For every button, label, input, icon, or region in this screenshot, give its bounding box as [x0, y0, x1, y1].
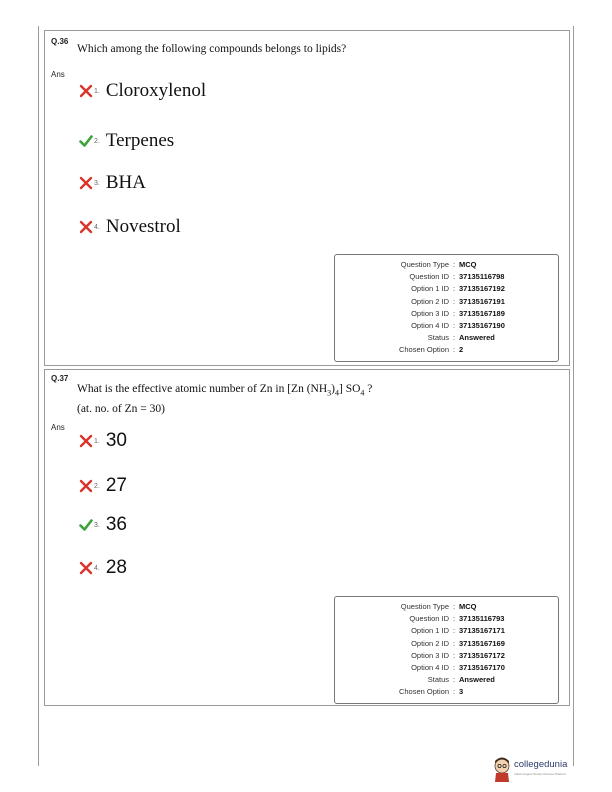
meta-colon: : — [452, 626, 456, 636]
meta-key: Option 2 ID — [411, 638, 449, 648]
meta-row — [341, 320, 552, 332]
meta-colon: : — [452, 284, 456, 294]
meta-row — [341, 625, 552, 637]
option-number: 2. — [94, 137, 100, 145]
option-text: 27 — [105, 475, 127, 496]
option-number: 2. — [94, 482, 100, 490]
meta-key: Question ID — [409, 272, 449, 282]
option-text: Cloroxylenol — [105, 80, 207, 101]
meta-colon: : — [452, 321, 456, 331]
meta-row — [341, 650, 552, 662]
option-number: 1. — [94, 87, 100, 95]
option-number: 1. — [94, 437, 100, 445]
meta-key: Question Type — [400, 602, 449, 611]
meta-colon: : — [452, 272, 456, 282]
meta-colon: : — [452, 638, 456, 648]
option-4 — [79, 214, 181, 240]
question-text-line2: (at. no. of Zn = 30) — [77, 403, 165, 416]
option-3 — [79, 512, 127, 538]
meta-row — [341, 686, 552, 698]
meta-row — [341, 613, 552, 625]
subscript: 3 — [327, 388, 332, 398]
meta-colon: : — [452, 663, 456, 673]
right-border-line — [573, 26, 574, 766]
meta-value: 3 — [459, 687, 464, 697]
option-number: 3. — [94, 521, 100, 529]
logo-wordmark: collegedunia — [514, 759, 568, 770]
meta-key: Status — [427, 675, 449, 685]
meta-row — [341, 601, 552, 613]
ans-label: Ans — [51, 423, 65, 432]
left-border-line — [38, 26, 39, 766]
cross-icon — [79, 176, 93, 190]
meta-value: 37135167189 — [459, 308, 505, 318]
meta-key: Option 3 ID — [411, 308, 449, 318]
question-number: Q.36 — [51, 37, 69, 46]
meta-colon: : — [452, 260, 456, 269]
meta-row — [341, 271, 552, 283]
meta-key: Option 1 ID — [411, 284, 449, 294]
question-text-part: What is the effective atomic number of Zn in [Zn (NH — [77, 383, 328, 395]
subscript: 4 — [335, 388, 339, 398]
meta-row — [341, 308, 552, 320]
logo-tagline: India's largest Student Review Platform — [514, 772, 567, 776]
meta-key: Question ID — [409, 614, 449, 624]
meta-key: Status — [427, 333, 449, 343]
check-icon — [79, 518, 93, 532]
option-text: 36 — [105, 514, 127, 535]
meta-value: 37135167190 — [459, 321, 505, 331]
meta-row — [341, 344, 552, 356]
meta-colon: : — [452, 333, 456, 343]
option-text: BHA — [105, 172, 146, 193]
meta-value: Answered — [459, 333, 495, 343]
collegedunia-logo — [492, 755, 572, 785]
meta-row — [341, 259, 552, 271]
meta-value: Answered — [459, 675, 495, 685]
cross-icon — [79, 479, 93, 493]
ans-label: Ans — [51, 70, 65, 79]
meta-colon: : — [452, 650, 456, 660]
meta-value: MCQ — [459, 602, 477, 611]
meta-key: Option 4 ID — [411, 321, 449, 331]
meta-value: MCQ — [459, 260, 477, 269]
meta-colon: : — [452, 675, 456, 685]
meta-colon: : — [452, 308, 456, 318]
meta-value: 37135167170 — [459, 663, 505, 673]
question-block-36 — [44, 30, 570, 366]
question-meta-box — [334, 254, 559, 362]
meta-colon: : — [452, 614, 456, 624]
meta-value: 37135167192 — [459, 284, 505, 294]
question-meta-box — [334, 596, 559, 704]
meta-key: Chosen Option — [398, 687, 449, 697]
subscript: 4 — [360, 388, 365, 398]
option-1 — [79, 78, 206, 104]
meta-key: Option 3 ID — [411, 650, 449, 660]
cross-icon — [79, 561, 93, 575]
meta-row — [341, 662, 552, 674]
option-1 — [79, 428, 127, 454]
option-3 — [79, 170, 146, 196]
question-text: Which among the following compounds belongs to lipids? — [77, 43, 347, 55]
option-text: 30 — [105, 430, 127, 451]
meta-colon: : — [452, 296, 456, 306]
question-block-37 — [44, 369, 570, 706]
option-2 — [79, 473, 127, 499]
question-number: Q.37 — [51, 374, 69, 383]
option-text: Novestrol — [105, 216, 181, 237]
check-icon — [79, 134, 93, 148]
meta-value: 37135167169 — [459, 638, 505, 648]
meta-key: Option 2 ID — [411, 296, 449, 306]
question-text-part: ? — [364, 383, 373, 395]
option-number: 3. — [94, 179, 100, 187]
meta-value: 37135116798 — [459, 272, 505, 282]
cross-icon — [79, 220, 93, 234]
meta-colon: : — [452, 345, 456, 355]
meta-row — [341, 674, 552, 686]
meta-key: Option 4 ID — [411, 663, 449, 673]
question-text-part: ) — [331, 383, 335, 395]
question-text — [77, 382, 372, 416]
meta-row — [341, 638, 552, 650]
meta-value: 37135167191 — [459, 296, 505, 306]
option-2 — [79, 128, 174, 154]
meta-value: 37135167171 — [459, 626, 505, 636]
mascot-icon — [492, 757, 512, 783]
meta-row — [341, 332, 552, 344]
cross-icon — [79, 84, 93, 98]
question-text-part: ] SO — [339, 383, 361, 395]
option-text: Terpenes — [105, 130, 175, 151]
option-number: 4. — [94, 564, 100, 572]
meta-key: Option 1 ID — [411, 626, 449, 636]
option-4 — [79, 555, 127, 581]
meta-colon: : — [452, 602, 456, 611]
meta-row — [341, 283, 552, 295]
meta-row — [341, 296, 552, 308]
meta-value: 37135167172 — [459, 650, 505, 660]
meta-value: 2 — [459, 345, 464, 355]
meta-colon: : — [452, 687, 456, 697]
meta-value: 37135116793 — [459, 614, 505, 624]
meta-key: Question Type — [400, 260, 449, 269]
option-number: 4. — [94, 223, 100, 231]
cross-icon — [79, 434, 93, 448]
option-text: 28 — [105, 557, 127, 578]
meta-key: Chosen Option — [398, 345, 449, 355]
